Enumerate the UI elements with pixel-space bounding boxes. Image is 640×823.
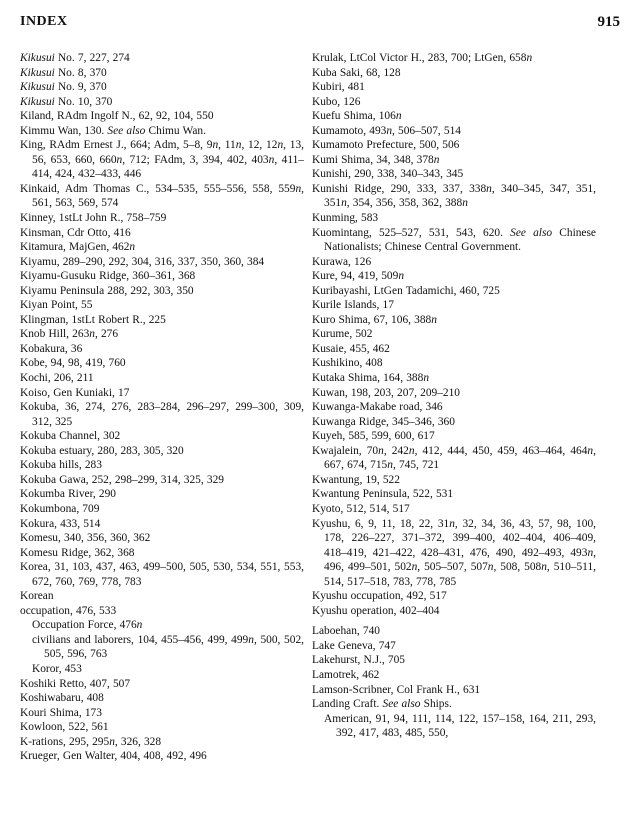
index-entry: Koiso, Gen Kuniaki, 17 xyxy=(20,386,130,399)
index-entry: Kunming, 583 xyxy=(312,212,379,225)
index-entry: Kouri Shima, 173 xyxy=(20,706,102,719)
index-entry: Kiyamu Peninsula 288, 292, 303, 350 xyxy=(20,284,194,297)
index-entry: Kikusui No. 9, 370 xyxy=(20,81,107,94)
index-entry: Korea, 31, 103, 437, 463, 499–500, 505, 530, 534, 551, 553, 672, 760, 769, 778, 783 xyxy=(20,561,304,588)
index-entry: Kinsman, Cdr Otto, 416 xyxy=(20,226,131,239)
index-entry: Kobakura, 36 xyxy=(20,342,83,355)
index-entry: Kokumba River, 290 xyxy=(20,488,117,501)
index-entry: Kikusui No. 10, 370 xyxy=(20,95,113,108)
index-entry: Kumi Shima, 34, 348, 378n xyxy=(312,153,440,166)
index-entry: Koshiwabaru, 408 xyxy=(20,692,104,705)
index-entry: Kinkaid, Adm Thomas C., 534–535, 555–556, 558, 559n, 561, 563, 569, 574 xyxy=(20,182,304,210)
index-entry: Kuribayashi, LtGen Tadamichi, 460, 725 xyxy=(312,284,500,297)
index-entry: Kiyamu-Gusuku Ridge, 360–361, 368 xyxy=(20,270,196,283)
index-entry: Kure, 94, 419, 509n xyxy=(312,270,405,283)
index-entry: Kochi, 206, 211 xyxy=(20,372,94,385)
index-entry: Kobe, 94, 98, 419, 760 xyxy=(20,357,126,370)
index-entry: Kwantung Peninsula, 522, 531 xyxy=(312,488,454,501)
index-entry: Koror, 453 xyxy=(32,662,82,675)
index-entry: Lamson-Scribner, Col Frank H., 631 xyxy=(312,683,481,696)
index-column-right xyxy=(312,51,596,741)
index-entry: Kurume, 502 xyxy=(312,328,373,341)
index-entry: Kyoto, 512, 514, 517 xyxy=(312,502,410,515)
index-entry: Kitamura, MajGen, 462n xyxy=(20,241,136,254)
index-entry: Lake Geneva, 747 xyxy=(312,639,396,652)
index-entry: Lakehurst, N.J., 705 xyxy=(312,654,405,667)
index-entry: Kumamoto Prefecture, 500, 506 xyxy=(312,139,460,152)
index-entry: Kiyan Point, 55 xyxy=(20,299,93,312)
index-entry: Kuefu Shima, 106n xyxy=(312,110,402,123)
index-entry: Kubiri, 481 xyxy=(312,81,365,94)
index-entry: Kwantung, 19, 522 xyxy=(312,473,400,486)
index-entry: Kuba Saki, 68, 128 xyxy=(312,66,401,79)
index-entry: Kiyamu, 289–290, 292, 304, 316, 337, 350, 360, 384 xyxy=(20,255,265,268)
index-entry: Komesu, 340, 356, 360, 362 xyxy=(20,532,151,545)
page-header xyxy=(20,14,620,36)
index-entry: Kikusui No. 8, 370 xyxy=(20,66,107,79)
index-entry: Kokuba, 36, 274, 276, 283–284, 296–297, 299–300, 309, 312, 325 xyxy=(20,401,304,428)
index-entry: Knob Hill, 263n, 276 xyxy=(20,328,119,341)
index-entry: Kimmu Wan, 130. See also Chimu Wan. xyxy=(20,124,206,137)
index-entry: Kokuba estuary, 280, 283, 305, 320 xyxy=(20,444,184,457)
index-entry: Kurawa, 126 xyxy=(312,255,372,268)
index-entry: Kyushu operation, 402–404 xyxy=(312,604,440,617)
index-entry: Kutaka Shima, 164, 388n xyxy=(312,372,430,385)
index-entry: Kuwanga Ridge, 345–346, 360 xyxy=(312,415,455,428)
index-entry: Kuro Shima, 67, 106, 388n xyxy=(312,313,437,326)
index-entry: occupation, 476, 533 xyxy=(20,604,117,617)
index-entry: Kwajalein, 70n, 242n, 412, 444, 450, 459, 463–464, 464n, 667, 674, 715n, 745, 721 xyxy=(312,444,596,472)
index-entry: civilians and laborers, 104, 455–456, 499, 499n, 500, 502, 505, 596, 763 xyxy=(32,633,304,661)
index-entry: Kuwan, 198, 203, 207, 209–210 xyxy=(312,386,461,399)
index-entry: Krueger, Gen Walter, 404, 408, 492, 496 xyxy=(20,750,207,763)
index-entry: Kokumbona, 709 xyxy=(20,502,100,515)
index-entry: Kinney, 1stLt John R., 758–759 xyxy=(20,212,167,225)
index-entry: Kumamoto, 493n, 506–507, 514 xyxy=(312,124,461,137)
index-entry: Koshiki Retto, 407, 507 xyxy=(20,677,131,690)
index-column-left xyxy=(20,51,304,764)
index-entry: Kuwanga-Makabe road, 346 xyxy=(312,401,443,414)
index-entry: King, RAdm Ernest J., 664; Adm, 5–8, 9n, 11n, 12, 12n, 13, 56, 653, 660, 660n, 712; FAdm, 3, 394, 402, 403n, 411–414, 424, 432–433, 446 xyxy=(20,139,304,181)
index-entry: Kuyeh, 585, 599, 600, 617 xyxy=(312,430,435,443)
index-entry: Krulak, LtCol Victor H., 283, 700; LtGen, 658n xyxy=(312,52,533,64)
index-entry: Kikusui No. 7, 227, 274 xyxy=(20,52,130,64)
running-head: INDEX xyxy=(20,14,68,29)
index-entry: Komesu Ridge, 362, 368 xyxy=(20,546,135,559)
index-entry: Lamotrek, 462 xyxy=(312,668,380,681)
index-entry: Landing Craft. See also Ships. xyxy=(312,698,452,711)
index-entry: Kokuba hills, 283 xyxy=(20,459,102,472)
index-entry: Korean xyxy=(20,590,54,603)
index-entry: Occupation Force, 476n xyxy=(32,619,143,632)
index-entry: Kokuba Channel, 302 xyxy=(20,430,121,443)
index-entry: Kyushu occupation, 492, 517 xyxy=(312,590,447,603)
index-entry: K-rations, 295, 295n, 326, 328 xyxy=(20,735,162,748)
index-entry: Kubo, 126 xyxy=(312,95,361,108)
index-entry: Kuomintang, 525–527, 531, 543, 620. See also Chinese Nationalists; Chinese Central Government. xyxy=(312,226,596,254)
index-entry: Kushikino, 408 xyxy=(312,357,383,370)
index-entry: Kokura, 433, 514 xyxy=(20,517,101,530)
index-entry: Kiland, RAdm Ingolf N., 62, 92, 104, 550 xyxy=(20,110,214,123)
index-entry: Klingman, 1stLt Robert R., 225 xyxy=(20,313,166,326)
page-number: 915 xyxy=(597,14,620,30)
index-entry: Kowloon, 522, 561 xyxy=(20,721,109,734)
index-entry: Kunishi Ridge, 290, 333, 337, 338n, 340–345, 347, 351, 351n, 354, 356, 358, 362, 388n xyxy=(312,182,596,210)
index-entry: American, 91, 94, 111, 114, 122, 157–158, 164, 211, 293, 392, 417, 483, 485, 550, xyxy=(324,712,596,740)
index-entry: Laboehan, 740 xyxy=(312,625,380,638)
index-entry: Kokuba Gawa, 252, 298–299, 314, 325, 329 xyxy=(20,473,224,486)
index-entry: Kusaie, 455, 462 xyxy=(312,342,390,355)
index-entry: Kyushu, 6, 9, 11, 18, 22, 31n, 32, 34, 36, 43, 57, 98, 100, 178, 226–227, 371–372, 399–400, 402–404, 406–409, 418–419, 421–422, 428–431, 476, 490, 492–493, 493n, 496, 499–501, 502n, 505–507, 507n, 508, 508n, 510–511, 514, 517–518, 783, 778, 785 xyxy=(312,517,596,588)
index-entry: Kunishi, 290, 338, 340–343, 345 xyxy=(312,168,464,181)
index-entry: Kurile Islands, 17 xyxy=(312,299,394,312)
